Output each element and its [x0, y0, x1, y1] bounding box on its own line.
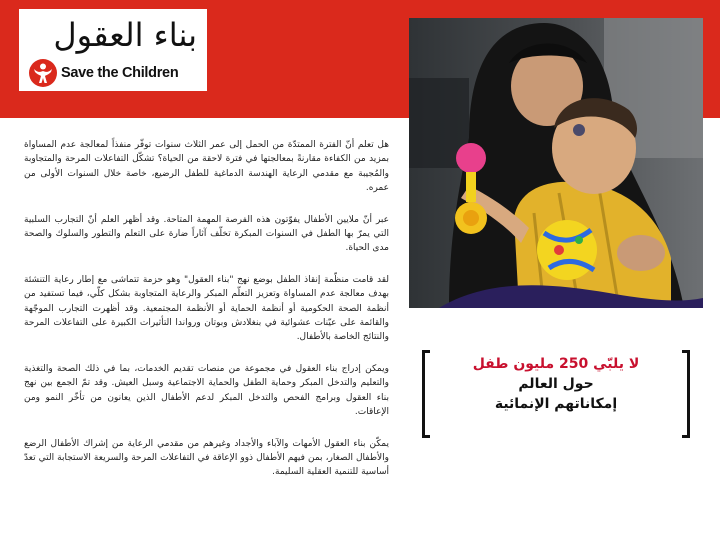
- quote-line: حول العالم: [518, 376, 594, 392]
- quote-text: [438, 354, 674, 414]
- title-card: [19, 9, 207, 91]
- paragraph: لقد قامت منظّمة إنقاذ الطفل بوضع نهج "بناء العقول" وهو حزمة تتماشى مع إطار رعاية التنشئة بهدف معالجة عدم المساواة وتعزيز التعلّم المبكر والرعاية المتجاوبة بشكل كلّي، فيما تستفيد من أنظمة الصحة الحكومية أو أنظمة الحماية أو الأنظمة المجتمعية. وقد أظهرت التجارب الموجّهة والقائمة على عيّنات عشوائية في بنغلادش وبوتان ورواندا التأثيرات الكبيرة على التفاعلات المرحة والنتائج الخاصة بالأطفال.: [24, 274, 389, 343]
- quote-highlight: لا يلبّي 250 مليون طفل: [472, 356, 640, 372]
- mother-and-child-photo: [409, 18, 703, 308]
- left-bracket: [422, 350, 430, 438]
- paragraph: عبر أنّ ملايين الأطفال يفوّتون هذه الفرصة المهمة المتاحة. وقد أظهر العلم أنّ التجارب السلبية التي يمرّ بها الطفل في السنوات المبكرة تخلّف آثاراً ضارة على التعلم والتطور والسلوك والصحة مدى الحياة.: [24, 214, 389, 254]
- child-figure-icon: [29, 59, 57, 87]
- paragraph: ويمكن إدراج بناء العقول في مجموعة من منصات تقديم الخدمات، بما في ذلك الصحة والتغذية والتعليم والتدخل المبكر وحماية الطفل والحماية الاجتماعية وسبل العيش. وقد تمّ الجمع بين نهج بناء العقول وبرامج الفحص والتدخل المبكر لدعم الأطفال الذين يعانون من تأخّر النمو ومن الإعاقات.: [24, 363, 389, 418]
- body-text: [24, 138, 389, 497]
- right-bracket: [682, 350, 690, 438]
- pull-quote: [422, 350, 690, 442]
- paragraph: يمكّن بناء العقول الأمهات والآباء والأجداد وغيرهم من مقدمي الرعاية من إشراك الأطفال الرضع والأطفال الصغار، بمن فيهم الأطفال ذوو الإعاقة في التفاعلات المرحة والسريعة الاستجابة التي تعدّ أساسية للتنمية العقلية السليمة.: [24, 438, 389, 478]
- quote-line: إمكاناتهم الإنمائية: [494, 396, 618, 412]
- logo-text: Save the Children: [61, 65, 179, 81]
- page-title: بناء العقول: [53, 16, 197, 54]
- paragraph: هل تعلم أنّ الفترة الممتدّة من الحمل إلى عمر الثلاث سنوات توفّر منفذاً لمعالجة عدم المساواة بمزيد من الكفاءة مقارنةً بمعالجتها في فترة لاحقة من الحياة؟ تشكّل التفاعلات المرحة والمتجاوبة والمُجيبة مع مقدمي الرعاية الهندسة الدماغية للطفل الرضيع، خاصة خلال السنوات الأولى من عمره.: [24, 140, 389, 194]
- photo-illustration: [409, 18, 703, 308]
- save-the-children-logo: [29, 59, 178, 87]
